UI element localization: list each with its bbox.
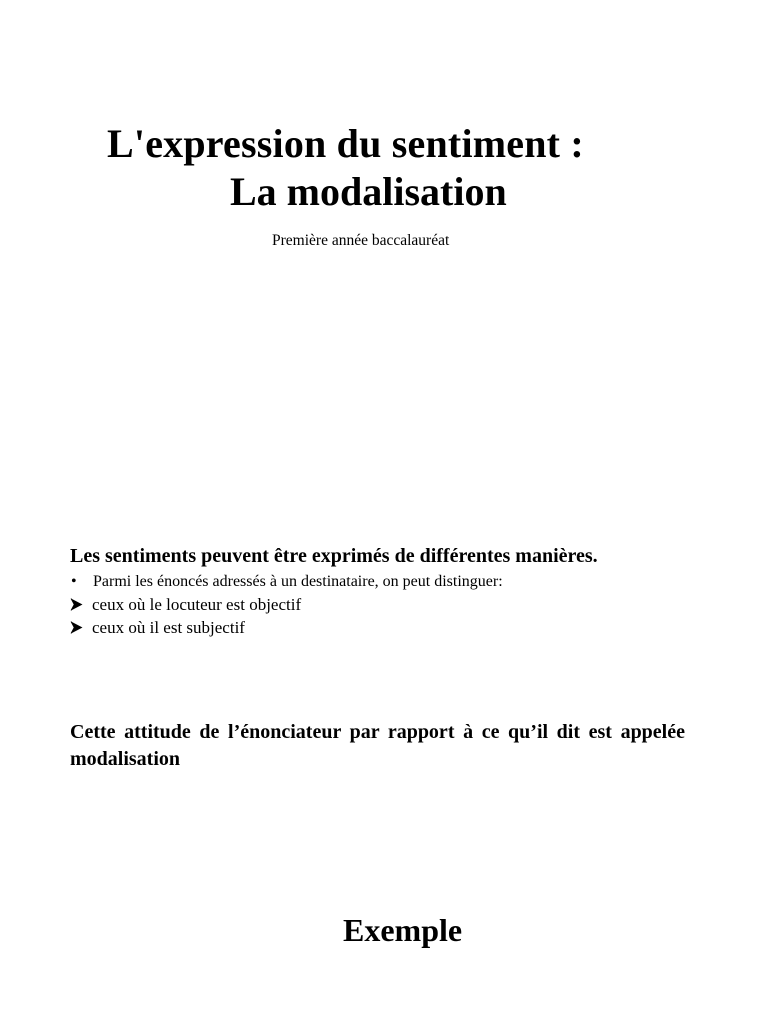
example-heading: Exemple bbox=[343, 912, 463, 948]
list-item bbox=[70, 593, 503, 616]
title-line-2: La modalisation bbox=[230, 169, 507, 214]
bullet-text: ceux où il est subjectif bbox=[92, 618, 245, 637]
title-line-1: L'expression du sentiment : bbox=[107, 121, 584, 166]
bullet-text: Parmi les énoncés adressés à un destinataire, on peut distinguer: bbox=[93, 573, 503, 590]
subtitle: Première année baccalauréat bbox=[272, 232, 450, 249]
bullet-text: ceux où le locuteur est objectif bbox=[92, 595, 302, 614]
page-title bbox=[0, 120, 768, 216]
bullet-dot-icon: • bbox=[71, 573, 77, 590]
list-item bbox=[70, 616, 503, 639]
bullet-list bbox=[70, 570, 503, 639]
list-item bbox=[70, 570, 503, 593]
arrow-bullet-icon bbox=[70, 616, 92, 639]
arrow-bullet-icon bbox=[70, 593, 92, 616]
section-heading: Les sentiments peuvent être exprimés de différentes manières. bbox=[70, 545, 598, 567]
definition-paragraph: Cette attitude de l’énonciateur par rapport à ce qu’il dit est appelée modalisation bbox=[70, 721, 685, 770]
